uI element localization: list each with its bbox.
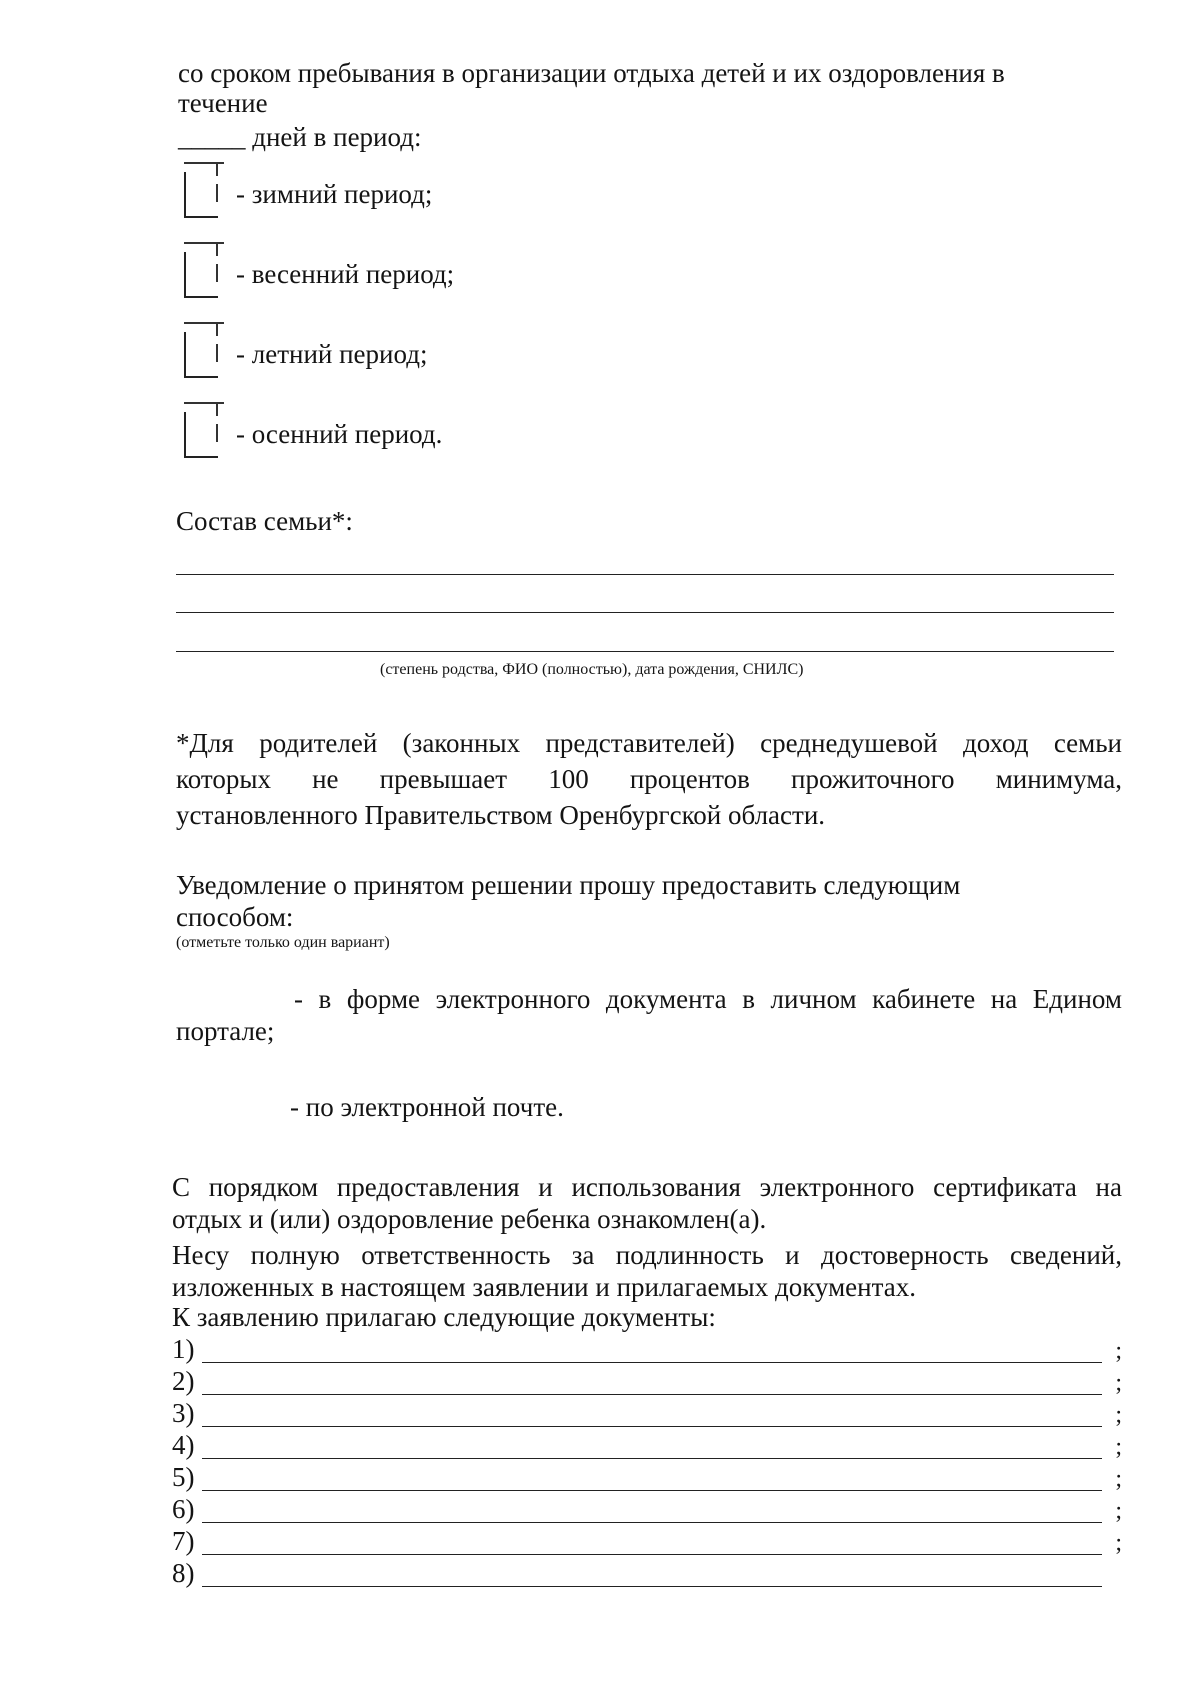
days-row: [178, 122, 421, 152]
document-item-8[interactable]: [172, 1558, 1122, 1590]
statement-line-5: К заявлению прилагаю следующие документы:: [172, 1302, 716, 1332]
document-number: 7): [172, 1526, 195, 1556]
document-item-4[interactable]: [172, 1430, 1122, 1462]
family-line-2[interactable]: [176, 612, 1114, 613]
document-end: ;: [1115, 1338, 1122, 1364]
document-line[interactable]: [202, 1362, 1102, 1363]
option-portal-line-2: портале;: [176, 1016, 275, 1046]
document-item-7[interactable]: [172, 1526, 1122, 1558]
family-heading: Состав семьи*:: [176, 506, 353, 536]
document-line[interactable]: [202, 1554, 1102, 1555]
option-portal-line-1[interactable]: - в форме электронного документа в личном кабинете на Едином: [294, 984, 1122, 1014]
document-number: 3): [172, 1398, 195, 1428]
document-end: ;: [1115, 1370, 1122, 1396]
document-number: 5): [172, 1462, 195, 1492]
winter-period-label: - зимний период;: [236, 179, 433, 209]
document-number: 2): [172, 1366, 195, 1396]
footnote-line-2: которых не превышает 100 процентов прожиточного минимума,: [176, 764, 1122, 794]
spring-period-checkbox[interactable]: [184, 252, 218, 298]
document-number: 8): [172, 1558, 195, 1588]
statement-line-4: изложенных в настоящем заявлении и прилагаемых документах.: [172, 1272, 916, 1302]
family-line-3[interactable]: [176, 651, 1114, 652]
footnote-line-1: *Для родителей (законных представителей) среднедушевой доход семьи: [176, 728, 1122, 758]
family-line-1[interactable]: [176, 574, 1114, 575]
document-item-1[interactable]: [172, 1334, 1122, 1366]
document-line[interactable]: [202, 1458, 1102, 1459]
intro-line-1: со сроком пребывания в организации отдыха детей и их оздоровления в: [178, 58, 1005, 88]
statement-line-3: Несу полную ответственность за подлинность и достоверность сведений,: [172, 1240, 1122, 1270]
document-number: 4): [172, 1430, 195, 1460]
document-item-5[interactable]: [172, 1462, 1122, 1494]
statement-line-2: отдых и (или) оздоровление ребенка ознакомлен(а).: [172, 1204, 767, 1234]
document-line[interactable]: [202, 1586, 1102, 1587]
document-end: ;: [1115, 1498, 1122, 1524]
notification-line-1: Уведомление о принятом решении прошу предоставить следующим: [176, 870, 961, 900]
summer-period-label: - летний период;: [236, 339, 428, 369]
footnote-line-3: установленного Правительством Оренбургской области.: [176, 800, 826, 830]
document-item-2[interactable]: [172, 1366, 1122, 1398]
document-end: ;: [1115, 1530, 1122, 1556]
document-line[interactable]: [202, 1522, 1102, 1523]
document-end: ;: [1115, 1402, 1122, 1428]
spring-period-label: - весенний период;: [236, 259, 455, 289]
summer-period-checkbox[interactable]: [184, 332, 218, 378]
days-blank-field[interactable]: _____: [178, 122, 246, 152]
notification-line-2: способом:: [176, 902, 294, 932]
document-line[interactable]: [202, 1394, 1102, 1395]
option-email[interactable]: - по электронной почте.: [290, 1092, 564, 1122]
family-caption: (степень родства, ФИО (полностью), дата рождения, СНИЛС): [380, 661, 804, 678]
autumn-period-label: - осенний период.: [236, 419, 443, 449]
document-end: ;: [1115, 1434, 1122, 1460]
days-text: дней в период:: [252, 122, 422, 152]
winter-period-checkbox[interactable]: [184, 172, 218, 218]
intro-line-2: течение: [178, 88, 268, 118]
document-item-3[interactable]: [172, 1398, 1122, 1430]
document-item-6[interactable]: [172, 1494, 1122, 1526]
document-number: 6): [172, 1494, 195, 1524]
document-number: 1): [172, 1334, 195, 1364]
document-line[interactable]: [202, 1490, 1102, 1491]
document-line[interactable]: [202, 1426, 1102, 1427]
autumn-period-checkbox[interactable]: [184, 412, 218, 458]
notification-hint: (отметьте только один вариант): [176, 934, 390, 951]
document-end: ;: [1115, 1466, 1122, 1492]
statement-line-1: С порядком предоставления и использования электронного сертификата на: [172, 1172, 1122, 1202]
